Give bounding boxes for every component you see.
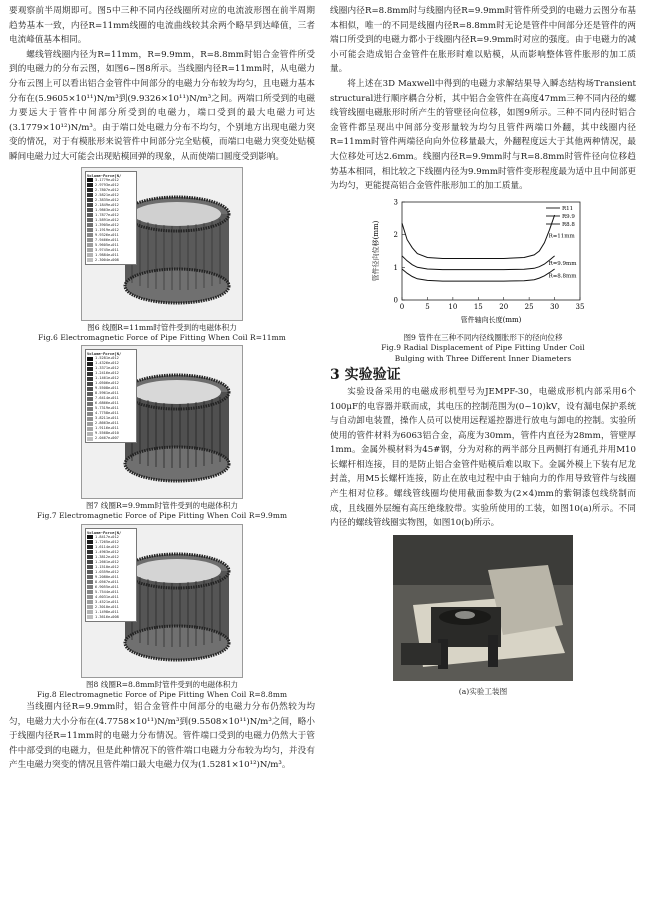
radial-displacement-chart	[368, 196, 598, 326]
legend-swatch	[87, 437, 93, 441]
legend-swatch	[87, 233, 93, 237]
legend-swatch	[87, 188, 93, 192]
figure-6-caption-cn: 图6 线圈R=11mm时管件受到的电磁体积力	[87, 322, 237, 332]
legend-swatch	[87, 198, 93, 202]
legend-value: 3.9745e+011	[95, 247, 119, 252]
plot-frame	[402, 202, 580, 300]
figure-8-caption-en: Fig.8 Electromagnetic Force of Pipe Fitting When Coil R=8.8mm	[36, 689, 288, 699]
legend-swatch	[87, 253, 93, 257]
legend-value: 5.9605e+011	[95, 242, 119, 247]
legend-value: 3.1779e+012	[95, 177, 119, 182]
legend-value: 6.6866e+011	[95, 401, 119, 406]
legend-value: 1.7265e+012	[95, 539, 119, 544]
legend-value: 1.0359e+012	[95, 569, 119, 574]
legend-value: 1.9116e+011	[95, 426, 119, 431]
legend-swatch	[87, 412, 93, 416]
legend-title: Volume-Force[N/	[87, 529, 122, 535]
paragraph: 螺线管线圈内径为R=11mm，R=9.9mm，R=8.8mm时铝合金管件所受到的电磁力的分布云图，如图6~图8所示。当线圈内径R=11mm时，从电磁力分布云图上可以看出铝合金管件中间部分的电磁力分布较为均匀，且电磁力基本分布在(5.9605×10¹¹)N/m³到(9.9326×10¹¹)N/m³之间。两端口所受到的电磁力要远大于管件中间部分所受到的电磁力，端口受到的最大电磁力可达(3.1779×10¹²)N/m³。由于端口处电磁力分布不均匀，个别地方出现电磁力突变的情况，对于有模胀形来说管件中间部分完全贴模，而端口电磁力突变处贴模瞬间电磁力过大可能会出现贴模回弹的现象，从而使端口圆度受到影响。	[9, 49, 315, 162]
y-tick-label: 1	[393, 263, 398, 272]
series-line-R9.9	[402, 256, 555, 270]
legend-entry	[87, 436, 135, 441]
legend-swatch	[87, 193, 93, 197]
legend-value: 1.1461e+012	[95, 376, 119, 381]
legend-title: Volume-Force[N/	[87, 351, 122, 357]
legend-value: 5.7544e+011	[95, 589, 119, 594]
figure-6-legend	[85, 171, 137, 265]
legend-value: 1.2416e+012	[95, 371, 119, 376]
legend-swatch	[87, 218, 93, 222]
legend-value: 3.4521e+011	[95, 599, 119, 604]
legend-title: Volume-Force[N/	[87, 172, 122, 178]
x-tick-label: 30	[550, 302, 560, 311]
legend-entry	[87, 615, 135, 620]
legend-value: 7.6414e+011	[95, 396, 119, 401]
legend-swatch	[87, 570, 93, 574]
legend-value: 7.9466e+011	[95, 237, 119, 242]
paragraph: 实验设备采用的电磁成形机型号为JEMPF-30，电磁成形机内部采用6个100μF的电容器并联而成，其电压的控制范围为(0~10)kV，设有漏电保护系统与自动卸电装置，操作人员可以使用远程遥控器进行放电与卸电的控制。实验所使用的管件材料为6063铝合金，高度为30mm，管件内直径为28mm，管壁厚1mm。金属外模材料为45#钢，分为对称的两半部分且两侧打有通孔并用M10长螺杆相连接，目的是防止铝合金管件贴模后难以取下。金属外模上下装有尼龙封盖，用M5长螺杆连接，防止在放电过程中由于轴向力的作用导致管件与线圈产生相对位移。螺线管线圈均使用截面参数为(2×4)mm的紫铜漆包线绕制而成，且线圈外层缠有高压绝缘胶带。实验所使用的工装，如图10(a)所示。不同内径的螺线管线圈实物图，如图10(b)所示。	[330, 386, 636, 529]
figure-9-caption-cn: 图9 管件在三种不同内径线圈胀形下的径向位移	[403, 333, 563, 343]
legend-label: R8.8	[562, 221, 575, 228]
legend-value: 1.0506e+012	[95, 381, 119, 386]
legend-swatch	[87, 555, 93, 559]
legend-value: 1.3905e+012	[95, 222, 119, 227]
legend-value: 1.5281e+012	[95, 356, 119, 361]
legend-value: 2.3004e+008	[95, 257, 119, 262]
paragraph: 将上述在3D Maxwell中得到的电磁力求解结果导入瞬态结构场Transient structural进行顺序耦合分析，其中铝合金管件在高度47mm三种不同内径的螺线管线圈电磁胀形时所产生的管壁径向位移，如图9所示。三种不同内径时铝合金管件都呈现出中间部分变形量较为均匀且管件两端口外翻，其中线圈内径R=11mm时管件两端径向向外位移量最大，外翻程度远大于其他两种情况，最大位移处可达2.6mm。线圈内径R=9.9mm时与R=8.8mm时管件径向位移趋势基本相同，相比较之下线圈内径为9.9mm时管件变形程度最为适中且中间部更为均匀，更能提高铝合金管件胀形加工的加工质量。	[330, 78, 636, 192]
legend-swatch	[87, 387, 93, 391]
legend-value: 8.0567e+011	[95, 579, 119, 584]
series-line-R11	[402, 215, 555, 258]
legend-swatch	[87, 560, 93, 564]
paragraph: 线圈内径R=8.8mm时与线圈内径R=9.9mm时管件所受到的电磁力云图分布基本相似，唯一的不同是线圈内径R=8.8mm时无论是管件中间部分还是管件的两端口所受到的电磁力都小于线圈内径R=9.9mm时对应的强度。由于电磁力的减小可能会造成铝合金管件在胀形时难以贴模，从而影响整体管件胀形的加工质量。	[330, 6, 636, 75]
figure-9-caption-en-2: Bulging with Three Different Inner Diameters	[394, 353, 572, 363]
legend-swatch	[87, 397, 93, 401]
legend-swatch	[87, 183, 93, 187]
figure-6-image	[81, 167, 243, 321]
legend-swatch	[87, 213, 93, 217]
figure-8-caption-cn: 图8 线圈R=8.8mm时管件受到的电磁体积力	[85, 679, 239, 689]
legend-value: 1.9863e+012	[95, 207, 119, 212]
paragraph: 当线圈内径R=9.9mm时，铝合金管件中间部分的电磁力分布仍然较为均匀，电磁力大小分布在(4.7758×10¹¹)N/m³到(9.5508×10¹¹)N/m³之间，略小于线圈内径R=11mm时的电磁力分布情况。管件端口受到的电磁力仍然大于管件中部受到的电磁力，但是此种情况下的管件端口电磁力分布较为均匀，并没有产生电磁力突变的情况且管件端口最大电磁力仅为(1.5281×10¹²)N/m³。	[9, 702, 315, 771]
legend-swatch	[87, 535, 93, 539]
y-tick-label: 2	[393, 230, 398, 239]
legend-value: 1.3616e+008	[95, 614, 119, 619]
series-label: R=11mm	[548, 233, 575, 240]
figure-9-caption-en-1: Fig.9 Radial Displacement of Pipe Fitting Under Coil	[381, 343, 585, 353]
legend-value: 4.6031e+011	[95, 594, 119, 599]
x-tick-label: 5	[425, 302, 430, 311]
figure-8-image	[81, 524, 243, 678]
legend-swatch	[87, 367, 93, 371]
legend-value: 2.1849e+012	[95, 202, 119, 207]
legend-swatch	[87, 382, 93, 386]
legend-swatch	[87, 208, 93, 212]
y-tick-label: 0	[393, 296, 398, 305]
legend-swatch	[87, 432, 93, 436]
figure-7	[9, 345, 315, 522]
legend-value: 6.9055e+011	[95, 584, 119, 589]
setup-photo-render	[393, 535, 573, 681]
figure-8-legend	[85, 528, 137, 622]
legend-value: 1.4963e+012	[95, 549, 119, 554]
photo-caption: (a)实验工装图	[458, 686, 508, 696]
paragraph: 要观察前半周期即可。图5中三种不同内径线圈所对应的电流波形图在前半周期趋势基本一致，内径R=11mm线圈的电流曲线较其余两个略早到达峰值，三者电流峰值基本相同。	[9, 6, 315, 46]
legend-value: 9.5508e+011	[95, 386, 119, 391]
legend-swatch	[87, 610, 93, 614]
legend-swatch	[87, 248, 93, 252]
legend-swatch	[87, 545, 93, 549]
series-label: R=8.8mm	[548, 273, 577, 280]
x-tick-label: 10	[448, 302, 458, 311]
left-column	[9, 4, 315, 773]
x-tick-label: 25	[524, 302, 534, 311]
legend-swatch	[87, 417, 93, 421]
legend-value: 9.9326e+011	[95, 232, 119, 237]
legend-value: 1.3371e+012	[95, 366, 119, 371]
series-label: R=9.9mm	[548, 260, 577, 267]
legend-value: 1.1498e+011	[95, 609, 119, 614]
legend-value: 1.9884e+011	[95, 252, 119, 257]
legend-value: 1.2661e+012	[95, 559, 119, 564]
legend-swatch	[87, 362, 93, 366]
x-tick-label: 15	[473, 302, 483, 311]
legend-swatch	[87, 372, 93, 376]
legend-swatch	[87, 605, 93, 609]
legend-value: 1.7877e+012	[95, 212, 119, 217]
figure-7-image	[81, 345, 243, 499]
legend-swatch	[87, 595, 93, 599]
experiment-setup-photo	[393, 535, 573, 681]
legend-swatch	[87, 585, 93, 589]
legend-value: 2.3010e+011	[95, 604, 119, 609]
legend-swatch	[87, 600, 93, 604]
legend-swatch	[87, 392, 93, 396]
figure-7-legend	[85, 349, 137, 443]
legend-value: 1.5891e+012	[95, 217, 119, 222]
legend-swatch	[87, 402, 93, 406]
x-tick-label: 35	[575, 302, 585, 311]
legend-swatch	[87, 178, 93, 182]
figure-6	[9, 167, 315, 344]
y-axis-label: 管件径向位移(mm)	[372, 220, 380, 282]
y-tick-label: 3	[393, 198, 398, 207]
x-tick-label: 20	[499, 302, 509, 311]
legend-swatch	[87, 565, 93, 569]
legend-swatch	[87, 422, 93, 426]
legend-value: 9.2080e+011	[95, 574, 119, 579]
legend-value: 8.5961e+011	[95, 391, 119, 396]
x-axis-label: 管件轴向长度(mm)	[460, 315, 522, 324]
legend-value: 1.3812e+012	[95, 554, 119, 559]
legend-swatch	[87, 540, 93, 544]
legend-value: 1.6114e+012	[95, 544, 119, 549]
x-tick-label: 0	[399, 302, 405, 311]
legend-swatch	[87, 203, 93, 207]
legend-swatch	[87, 550, 93, 554]
legend-swatch	[87, 238, 93, 242]
legend-value: 3.8211e+011	[95, 416, 119, 421]
legend-entry	[87, 258, 135, 263]
legend-swatch	[87, 228, 93, 232]
legend-swatch	[87, 615, 93, 619]
figure-9	[368, 196, 598, 365]
series-line-R8.8	[402, 269, 555, 281]
legend-swatch	[87, 407, 93, 411]
figure-6-caption-en: Fig.6 Electromagnetic Force of Pipe Fitting When Coil R=11mm	[38, 332, 286, 342]
legend-value: 2.8663e+011	[95, 421, 119, 426]
legend-value: 2.0467e+007	[95, 436, 119, 441]
right-column	[330, 4, 636, 699]
legend-value: 2.5821e+012	[95, 192, 119, 197]
legend-swatch	[87, 223, 93, 227]
section-title: 3 实验验证	[330, 367, 401, 384]
legend-value: 9.5568e+010	[95, 431, 119, 436]
legend-value: 1.4326e+012	[95, 361, 119, 366]
legend-swatch	[87, 427, 93, 431]
legend-value: 2.9793e+012	[95, 182, 119, 187]
legend-value: 2.7807e+012	[95, 187, 119, 192]
legend-value: 4.7758e+011	[95, 411, 119, 416]
legend-swatch	[87, 575, 93, 579]
legend-swatch	[87, 377, 93, 381]
figure-8	[9, 524, 315, 701]
legend-value: 5.7319e+011	[95, 406, 119, 411]
legend-swatch	[87, 590, 93, 594]
legend-swatch	[87, 243, 93, 247]
legend-swatch	[87, 580, 93, 584]
legend-value: 1.8417e+012	[95, 534, 119, 539]
legend-label: R9.9	[562, 213, 575, 220]
legend-label: R11	[562, 205, 574, 212]
legend-swatch	[87, 357, 93, 361]
legend-value: 2.3835e+012	[95, 197, 119, 202]
figure-7-caption-cn: 图7 线圈R=9.9mm时管件受到的电磁体积力	[85, 501, 239, 511]
legend-value: 1.1919e+012	[95, 227, 119, 232]
legend-swatch	[87, 258, 93, 262]
figure-7-caption-en: Fig.7 Electromagnetic Force of Pipe Fitting When Coil R=9.9mm	[36, 511, 288, 521]
legend-value: 1.1510e+012	[95, 564, 119, 569]
